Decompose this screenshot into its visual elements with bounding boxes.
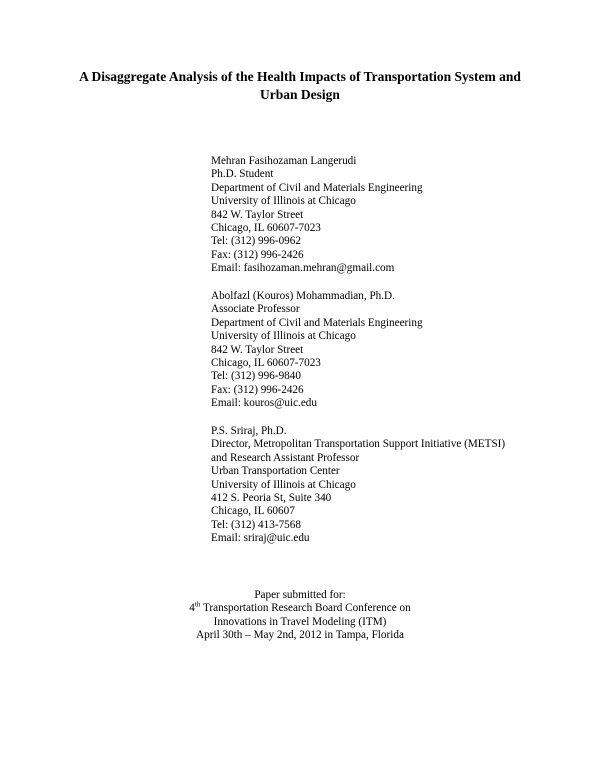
- conference-subtitle: Innovations in Travel Modeling (ITM): [213, 615, 387, 628]
- author-name: P.S. Sriraj, Ph.D.: [211, 425, 287, 437]
- author-fax: Fax: (312) 996-2426: [211, 383, 304, 396]
- author-title: Ph.D. Student: [211, 168, 274, 181]
- conference-dates: April 30th – May 2nd, 2012 in Tampa, Florida: [196, 629, 404, 642]
- author-university: University of Illinois at Chicago: [211, 478, 356, 491]
- author-title: Director, Metropolitan Transportation Support Initiative (METSI): [211, 438, 506, 451]
- author-city: Chicago, IL 60607-7023: [211, 357, 321, 370]
- author-street: 842 W. Taylor Street: [211, 208, 304, 221]
- conference-name-rest: Transportation Research Board Conference on: [200, 602, 411, 615]
- author-email: Email: sriraj@uic.edu: [211, 532, 310, 545]
- author-name: Abolfazl (Kouros) Mohammadian, Ph.D.: [211, 290, 395, 302]
- conference-name: [0, 602, 600, 615]
- paper-title-line-1: A Disaggregate Analysis of the Health Impacts of Transportation System and: [79, 69, 521, 84]
- author-block-2: [211, 290, 423, 411]
- author-email: Email: kouros@uic.edu: [211, 397, 317, 410]
- author-department: Department of Civil and Materials Engineering: [211, 181, 423, 194]
- author-title: Associate Professor: [211, 303, 300, 316]
- author-department: Department of Civil and Materials Engineering: [211, 316, 423, 329]
- author-street: 412 S. Peoria St, Suite 340: [211, 492, 332, 505]
- author-city: Chicago, IL 60607-7023: [211, 222, 321, 235]
- conference-ordinal: 4: [189, 602, 195, 615]
- author-fax: Fax: (312) 996-2426: [211, 248, 304, 261]
- submission-heading: Paper submitted for:: [254, 589, 346, 601]
- author-university: University of Illinois at Chicago: [211, 195, 356, 208]
- conference-ordinal-suffix: th: [194, 600, 201, 609]
- author-title-continued: and Research Assistant Professor: [211, 451, 360, 464]
- author-city: Chicago, IL 60607: [211, 505, 295, 518]
- author-tel: Tel: (312) 413-7568: [211, 518, 301, 531]
- author-email: Email: fasihozaman.mehran@gmail.com: [211, 262, 395, 275]
- author-block-3: [211, 425, 505, 546]
- paper-title: [0, 68, 600, 104]
- author-tel: Tel: (312) 996-0962: [211, 235, 301, 248]
- author-street: 842 W. Taylor Street: [211, 343, 304, 356]
- author-name: Mehran Fasihozaman Langerudi: [211, 155, 357, 167]
- author-block-1: [211, 155, 423, 276]
- author-university: University of Illinois at Chicago: [211, 330, 356, 343]
- submission-note: [0, 589, 600, 643]
- paper-title-line-2: Urban Design: [260, 87, 340, 102]
- author-tel: Tel: (312) 996-9840: [211, 370, 301, 383]
- author-center: Urban Transportation Center: [211, 465, 340, 478]
